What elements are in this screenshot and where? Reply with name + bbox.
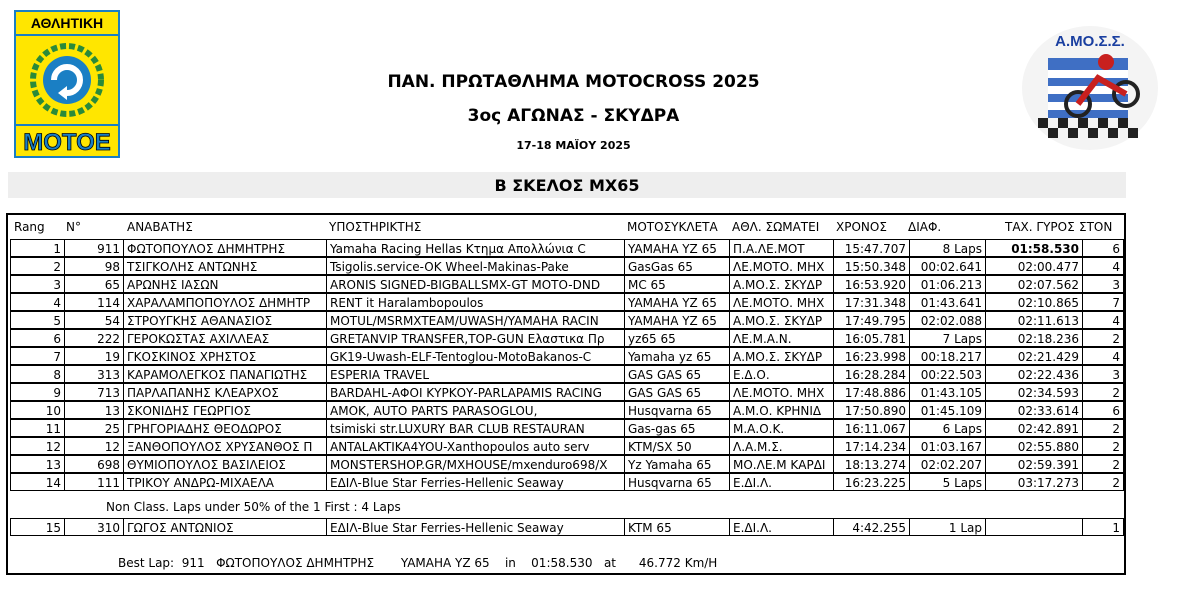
col-laps: ΣΤΟΝ (1079, 220, 1113, 234)
best-lap-bike: YAMAHA YZ 65 (400, 556, 490, 570)
cell-time: 15:50.348 (833, 257, 910, 275)
cell-club: ΜΟ.ΛΕ.Μ ΚΑΡΔΙ (729, 455, 834, 473)
table-row (10, 347, 1123, 365)
best-lap-in: in (504, 556, 516, 570)
cell-best-lap: 02:34.593 (985, 383, 1083, 401)
best-lap-speed: 46.772 Km/H (638, 556, 718, 570)
cell-bike: YAMAHA YZ 65 (624, 293, 730, 311)
cell-laps: 7 (1082, 293, 1124, 311)
cell-diff: 1 Lap (909, 518, 986, 536)
cell-best-lap: 02:59.391 (985, 455, 1083, 473)
cell-rider: ΦΩΤΟΠΟΥΛΟΣ ΔΗΜΗΤΡΗΣ (123, 239, 327, 257)
cell-time: 17:50.890 (833, 401, 910, 419)
cell-best-lap: 02:21.429 (985, 347, 1083, 365)
cell-sponsor: Tsigolis.service-OK Wheel-Makinas-Pake (326, 257, 625, 275)
cell-sponsor: MONSTERSHOP.GR/MXHOUSE/mxenduro698/X (326, 455, 625, 473)
non-classified-table (10, 518, 1123, 536)
cell-laps: 2 (1082, 383, 1124, 401)
table-row (10, 383, 1123, 401)
table-row (10, 365, 1123, 383)
table-row (10, 257, 1123, 275)
cell-club: Μ.Α.Ο.Κ. (729, 419, 834, 437)
cell-club: Α.Μ.Ο. ΚΡΗΝΙΔ (729, 401, 834, 419)
cell-bike: Husqvarna 65 (624, 473, 730, 491)
cell-rider: ΑΡΩΝΗΣ ΙΑΣΩΝ (123, 275, 327, 293)
col-best-lap: ΤΑΧ. ΓΥΡΟΣ (1005, 220, 1075, 234)
cell-rang: 3 (10, 275, 65, 293)
cell-number: 25 (64, 419, 124, 437)
cell-rider: ΧΑΡΑΛΑΜΠΟΠΟΥΛΟΣ ΔΗΜΗΤΡ (123, 293, 327, 311)
cell-rider: ΓΕΡΟΚΩΣΤΑΣ ΑΧΙΛΛΕΑΣ (123, 329, 327, 347)
cell-number: 698 (64, 455, 124, 473)
cell-bike: GasGas 65 (624, 257, 730, 275)
best-lap-rider: ΦΩΤΟΠΟΥΛΟΣ ΔΗΜΗΤΡΗΣ (216, 556, 375, 570)
table-row (10, 311, 1123, 329)
col-diff: ΔΙΑΦ. (908, 220, 942, 234)
cell-number: 310 (64, 518, 124, 536)
results-table (10, 239, 1123, 491)
cell-club: Α.ΜΟ.Σ. ΣΚΥΔΡ (729, 275, 834, 293)
championship-title: ΠΑΝ. ΠΡΩΤΑΘΛΗΜΑ MOTOCROSS 2025 (387, 72, 760, 92)
cell-laps: 6 (1082, 239, 1124, 257)
svg-text:MOTOE: MOTOE (23, 129, 111, 156)
cell-diff: 01:03.167 (909, 437, 986, 455)
cell-club: Α.ΜΟ.Σ. ΣΚΥΔΡ (729, 347, 834, 365)
col-time: ΧΡΟΝΟΣ (836, 220, 887, 234)
svg-text:Α.ΜΟ.Σ.Σ.: Α.ΜΟ.Σ.Σ. (1055, 33, 1125, 50)
col-bike: ΜΟΤΟΣΥΚΛΕΤΑ (627, 220, 718, 234)
cell-time: 17:14.234 (833, 437, 910, 455)
svg-text:ΑΘΛΗΤΙΚΗ: ΑΘΛΗΤΙΚΗ (30, 15, 104, 31)
cell-diff: 02:02.207 (909, 455, 986, 473)
cell-number: 111 (64, 473, 124, 491)
cell-sponsor: ESPERIA TRAVEL (326, 365, 625, 383)
cell-laps: 3 (1082, 275, 1124, 293)
cell-rang: 2 (10, 257, 65, 275)
cell-rider: ΓΩΓΟΣ ΑΝΤΩΝΙΟΣ (123, 518, 327, 536)
cell-number: 98 (64, 257, 124, 275)
cell-club: Ε.ΔΙ.Λ. (729, 473, 834, 491)
cell-rider: ΚΑΡΑΜΟΛΕΓΚΟΣ ΠΑΝΑΓΙΩΤΗΣ (123, 365, 327, 383)
cell-bike: GAS GAS 65 (624, 383, 730, 401)
cell-club: ΛΕ.ΜΟΤΟ. ΜΗΧ (729, 257, 834, 275)
cell-rider: ΓΚΟΣΚΙΝΟΣ ΧΡΗΣΤΟΣ (123, 347, 327, 365)
cell-number: 12 (64, 437, 124, 455)
cell-bike: yz65 65 (624, 329, 730, 347)
cell-club: Ε.Δ.Ο. (729, 365, 834, 383)
cell-rang: 13 (10, 455, 65, 473)
cell-number: 13 (64, 401, 124, 419)
table-row (10, 419, 1123, 437)
cell-diff: 02:02.088 (909, 311, 986, 329)
cell-time: 4:42.255 (833, 518, 910, 536)
cell-number: 54 (64, 311, 124, 329)
table-row (10, 401, 1123, 419)
cell-club: Λ.Α.Μ.Σ. (729, 437, 834, 455)
cell-laps: 6 (1082, 401, 1124, 419)
cell-number: 222 (64, 329, 124, 347)
cell-diff: 6 Laps (909, 419, 986, 437)
cell-best-lap: 02:55.880 (985, 437, 1083, 455)
cell-diff: 00:02.641 (909, 257, 986, 275)
cell-sponsor: tsimiski str.LUXURY BAR CLUB RESTAURAN (326, 419, 625, 437)
cell-best-lap: 02:33.614 (985, 401, 1083, 419)
cell-rider: ΠΑΡΛΑΠΑΝΗΣ ΚΛΕΑΡΧΟΣ (123, 383, 327, 401)
cell-number: 114 (64, 293, 124, 311)
best-lap-label: Best Lap: (118, 556, 175, 570)
cell-diff: 5 Laps (909, 473, 986, 491)
cell-laps: 3 (1082, 365, 1124, 383)
section-title: Β ΣΚΕΛΟΣ MX65 (494, 176, 640, 195)
cell-rang: 9 (10, 383, 65, 401)
cell-rider: ΣΚΟΝΙΔΗΣ ΓΕΩΡΓΙΟΣ (123, 401, 327, 419)
cell-sponsor: MOTUL/MSRMXTEAM/UWASH/YAMAHA RACIN (326, 311, 625, 329)
cell-rang: 5 (10, 311, 65, 329)
cell-time: 15:47.707 (833, 239, 910, 257)
cell-sponsor: GRETANVIP TRANSFER,TOP-GUN Ελαστικα Πρ (326, 329, 625, 347)
cell-time: 16:23.998 (833, 347, 910, 365)
cell-sponsor: BARDAHL-ΑΦΟΙ ΚΥΡΚΟΥ-PARLAPAMIS RACING (326, 383, 625, 401)
cell-diff: 00:22.503 (909, 365, 986, 383)
col-sponsor: ΥΠΟΣΤΗΡΙΚΤΗΣ (329, 220, 422, 234)
cell-bike: KTM 65 (624, 518, 730, 536)
cell-club: ΛΕ.Μ.Α.Ν. (729, 329, 834, 347)
best-lap-time: 01:58.530 (531, 556, 593, 570)
cell-best-lap: 01:58.530 (985, 239, 1083, 257)
cell-sponsor: ΕΔΙΛ-Blue Star Ferries-Hellenic Seaway (326, 473, 625, 491)
col-number: N° (66, 220, 81, 234)
table-row (10, 518, 1123, 536)
cell-bike: MC 65 (624, 275, 730, 293)
cell-bike: Husqvarna 65 (624, 401, 730, 419)
cell-time: 17:31.348 (833, 293, 910, 311)
best-lap-line (118, 556, 717, 570)
non-classified-note: Non Class. Laps under 50% of the 1 First : 4 Laps (106, 500, 401, 514)
cell-laps: 2 (1082, 419, 1124, 437)
cell-number: 713 (64, 383, 124, 401)
cell-rider: ΣΤΡΟΥΓΚΗΣ ΑΘΑΝΑΣΙΟΣ (123, 311, 327, 329)
cell-rider: ΘΥΜΙΟΠΟΥΛΟΣ ΒΑΣΙΛΕΙΟΣ (123, 455, 327, 473)
cell-rang: 10 (10, 401, 65, 419)
cell-club: Π.Α.ΛΕ.ΜΟΤ (729, 239, 834, 257)
table-row (10, 437, 1123, 455)
cell-best-lap: 02:22.436 (985, 365, 1083, 383)
cell-laps: 4 (1082, 347, 1124, 365)
col-rider: ΑΝΑΒΑΤΗΣ (127, 220, 193, 234)
cell-club: ΛΕ.ΜΟΤΟ. ΜΗΧ (729, 383, 834, 401)
col-club: ΑΘΛ. ΣΩΜΑΤΕΙ (732, 220, 820, 234)
cell-best-lap: 02:07.562 (985, 275, 1083, 293)
cell-number: 911 (64, 239, 124, 257)
cell-time: 16:53.920 (833, 275, 910, 293)
cell-bike: Yamaha yz 65 (624, 347, 730, 365)
cell-rang: 14 (10, 473, 65, 491)
cell-number: 19 (64, 347, 124, 365)
col-rang: Rang (14, 220, 45, 234)
cell-laps: 2 (1082, 473, 1124, 491)
cell-rang: 6 (10, 329, 65, 347)
cell-diff: 01:06.213 (909, 275, 986, 293)
cell-rang: 1 (10, 239, 65, 257)
table-row (10, 329, 1123, 347)
cell-laps: 2 (1082, 455, 1124, 473)
cell-time: 17:49.795 (833, 311, 910, 329)
cell-laps: 4 (1082, 257, 1124, 275)
cell-number: 313 (64, 365, 124, 383)
cell-diff: 01:43.641 (909, 293, 986, 311)
cell-bike: KTM/SX 50 (624, 437, 730, 455)
cell-time: 16:11.067 (833, 419, 910, 437)
cell-rang: 11 (10, 419, 65, 437)
cell-sponsor: AMOK, AUTO PARTS PARASOGLOU, (326, 401, 625, 419)
cell-rider: ΞΑΝΘΟΠΟΥΛΟΣ ΧΡΥΣΑΝΘΟΣ Π (123, 437, 327, 455)
cell-bike: YAMAHA YZ 65 (624, 239, 730, 257)
cell-rider: ΤΣΙΓΚΟΛΗΣ ΑΝΤΩΝΗΣ (123, 257, 327, 275)
cell-time: 16:05.781 (833, 329, 910, 347)
cell-time: 18:13.274 (833, 455, 910, 473)
cell-club: ΛΕ.ΜΟΤΟ. ΜΗΧ (729, 293, 834, 311)
cell-rang: 8 (10, 365, 65, 383)
cell-best-lap (985, 518, 1083, 536)
cell-diff: 01:45.109 (909, 401, 986, 419)
cell-sponsor: GK19-Uwash-ELF-Tentoglou-MotoBakanos-C (326, 347, 625, 365)
cell-laps: 2 (1082, 437, 1124, 455)
cell-bike: YAMAHA YZ 65 (624, 311, 730, 329)
best-lap-at: at (603, 556, 616, 570)
cell-diff: 00:18.217 (909, 347, 986, 365)
event-subtitle: 3ος ΑΓΩΝΑΣ - ΣΚΥΔΡΑ (467, 106, 680, 126)
cell-sponsor: RENT it Haralambopoulos (326, 293, 625, 311)
cell-best-lap: 02:18.236 (985, 329, 1083, 347)
cell-laps: 4 (1082, 311, 1124, 329)
table-row (10, 473, 1123, 491)
table-row (10, 275, 1123, 293)
cell-diff: 01:43.105 (909, 383, 986, 401)
table-row (10, 239, 1123, 257)
cell-time: 16:28.284 (833, 365, 910, 383)
cell-bike: GAS GAS 65 (624, 365, 730, 383)
cell-number: 65 (64, 275, 124, 293)
table-header (6, 218, 1124, 236)
cell-bike: Gas-gas 65 (624, 419, 730, 437)
cell-laps: 2 (1082, 329, 1124, 347)
cell-best-lap: 02:00.477 (985, 257, 1083, 275)
cell-rang: 7 (10, 347, 65, 365)
cell-rider: ΓΡΗΓΟΡΙΑΔΗΣ ΘΕΟΔΩΡΟΣ (123, 419, 327, 437)
cell-diff: 7 Laps (909, 329, 986, 347)
cell-time: 16:23.225 (833, 473, 910, 491)
cell-club: Ε.ΔΙ.Λ. (729, 518, 834, 536)
section-bar (8, 172, 1126, 198)
cell-sponsor: ANTALAKTIKA4YOU-Xanthopoulos auto serv (326, 437, 625, 455)
table-row (10, 293, 1123, 311)
cell-best-lap: 02:42.891 (985, 419, 1083, 437)
cell-bike: Yz Yamaha 65 (624, 455, 730, 473)
cell-best-lap: 02:10.865 (985, 293, 1083, 311)
cell-rider: ΤΡΙΚΟΥ ΑΝΔΡΩ-ΜΙΧΑΕΛΑ (123, 473, 327, 491)
cell-club: Α.ΜΟ.Σ. ΣΚΥΔΡ (729, 311, 834, 329)
cell-rang: 15 (10, 518, 65, 536)
table-row (10, 455, 1123, 473)
cell-rang: 12 (10, 437, 65, 455)
cell-sponsor: Yamaha Racing Hellas Κτημα Απολλώνια C (326, 239, 625, 257)
cell-sponsor: ΕΔΙΛ-Blue Star Ferries-Hellenic Seaway (326, 518, 625, 536)
event-date: 17-18 ΜΑΪΟΥ 2025 (516, 139, 631, 152)
cell-laps: 1 (1082, 518, 1124, 536)
cell-best-lap: 03:17.273 (985, 473, 1083, 491)
cell-rang: 4 (10, 293, 65, 311)
cell-diff: 8 Laps (909, 239, 986, 257)
cell-sponsor: ARONIS SIGNED-BIGBALLSMX-GT MOTO-DND (326, 275, 625, 293)
best-lap-number: 911 (181, 556, 205, 570)
cell-time: 17:48.886 (833, 383, 910, 401)
cell-best-lap: 02:11.613 (985, 311, 1083, 329)
